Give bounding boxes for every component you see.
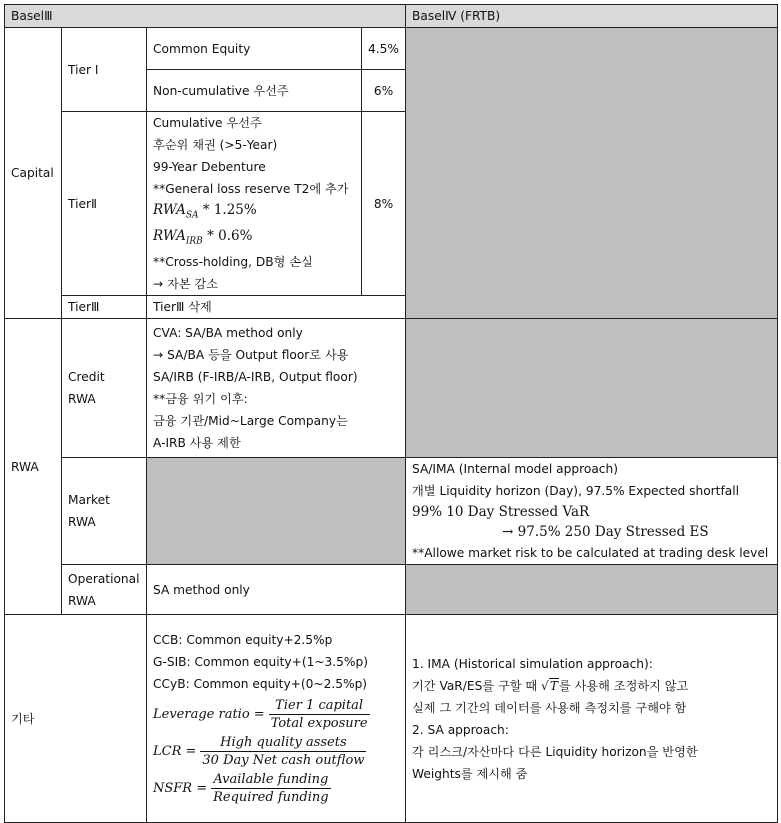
market-basel4-content: SA/IMA (Internal model approach) 개별 Liquidity horizon (Day), 97.5% Expected shortfall 99% 10 Day Stressed VaR → 97.5% 250 Day Stressed ES **Allowe market risk to be calculated at trading desk level xyxy=(406,458,778,565)
tier2-line-4: **General loss reserve T2에 추가 xyxy=(153,182,349,196)
market-rwa-row xyxy=(5,458,778,565)
operational-basel4-empty xyxy=(406,565,778,615)
header-row xyxy=(5,5,778,28)
rwa-label: RWA xyxy=(5,319,62,615)
tier2-content xyxy=(147,112,362,296)
tier1-pct-noncumulative: 6% xyxy=(362,70,406,112)
tier2-line-2: 후순위 채권 (>5-Year) xyxy=(153,138,278,152)
rwa-irb-formula: $RWA_{IRB} * 0.6\%$ xyxy=(153,227,253,247)
credit-rwa-content: CVA: SA/BA method only → SA/BA 등을 Output floor로 사용 SA/IRB (F-IRB/A-IRB, Output floor) **금융 위기 이후: 금융 기관/Mid~Large Company는 A-IRB 사용 제한 xyxy=(147,319,406,458)
capital-label: Capital xyxy=(5,28,62,319)
rwa-sa-formula: $RWA_{SA} * 1.25\%$ xyxy=(153,202,257,221)
credit-rwa-label: Credit RWA xyxy=(62,319,147,458)
capital-basel4-empty xyxy=(406,28,778,319)
other-label: 기타 xyxy=(5,615,147,823)
header-basel4: BaselⅣ (FRTB) xyxy=(406,5,778,28)
other-basel4-content: 1. IMA (Historical simulation approach): 기간 VaR/ES를 구할 때 √T를 사용해 조정하지 않고 실제 그 기간의 데이터를 사용해 측정치를 구해야 함 2. SA approach: 각 리스크/자산마다 다른 Liquidity horizon을 반영한 Weights를 제시해 줌 xyxy=(406,615,778,823)
tier2-pct: 8% xyxy=(362,112,406,296)
tier2-line-3: 99-Year Debenture xyxy=(153,160,266,174)
nsfr-formula: NSFR = $\frac{\text{Available funding}}{\text{Required funding}}$ xyxy=(153,772,329,806)
credit-rwa-row xyxy=(5,319,778,458)
tier1-row-1 xyxy=(5,28,778,70)
tier2-tail-1: **Cross-holding, DB형 손실 xyxy=(153,255,313,270)
sqrt-t: √T xyxy=(541,678,558,693)
tier1-item-common-equity: Common Equity xyxy=(147,28,362,70)
es-line: → 97.5% 250 Day Stressed ES xyxy=(502,524,709,541)
market-rwa-label: Market RWA xyxy=(62,458,147,565)
tier2-line-1: Cumulative 우선주 xyxy=(153,116,262,130)
tier1-pct-common-equity: 4.5% xyxy=(362,28,406,70)
operational-rwa-text: SA method only xyxy=(147,565,406,615)
lcr-formula: LCR = $\frac{\text{High quality assets}}{\text{30 Day Net cash outflow}}$ xyxy=(153,735,365,769)
tier2-tail-2: → 자본 감소 xyxy=(153,277,219,292)
basel-comparison-table xyxy=(4,4,778,823)
header-basel3: BaselⅢ xyxy=(5,5,406,28)
var-line: 99% 10 Day Stressed VaR xyxy=(412,504,590,521)
market-basel3-empty xyxy=(147,458,406,565)
tier3-label: TierⅢ xyxy=(62,296,147,319)
other-row xyxy=(5,615,778,823)
credit-basel4-empty xyxy=(406,319,778,458)
tier2-label: TierⅡ xyxy=(62,112,147,296)
tier1-label: Tier Ⅰ xyxy=(62,28,147,112)
operational-rwa-label: Operational RWA xyxy=(62,565,147,615)
tier1-item-noncumulative: Non-cumulative 우선주 xyxy=(147,70,362,112)
leverage-ratio-formula: Leverage ratio = $\frac{\text{Tier 1 capital}}{\text{Total exposure}}$ xyxy=(153,698,368,732)
other-content: CCB: Common equity+2.5%p G-SIB: Common equity+(1~3.5%p) CCyB: Common equity+(0~2.5%p) Leverage ratio = $\frac{\text{Tier 1 capital}}{\text{Total exposure}}$ LCR = $\frac{\text{High quality assets}}{\text{30 Day Net cash outflow}}$ NSFR = $\frac{\text{Available funding}}{\text{Required funding}}$ xyxy=(147,615,406,823)
ima-sqrt-line: 기간 VaR/ES를 구할 때 √T를 사용해 조정하지 않고 xyxy=(412,678,689,693)
operational-rwa-row xyxy=(5,565,778,615)
tier3-text: TierⅢ 삭제 xyxy=(147,296,406,319)
